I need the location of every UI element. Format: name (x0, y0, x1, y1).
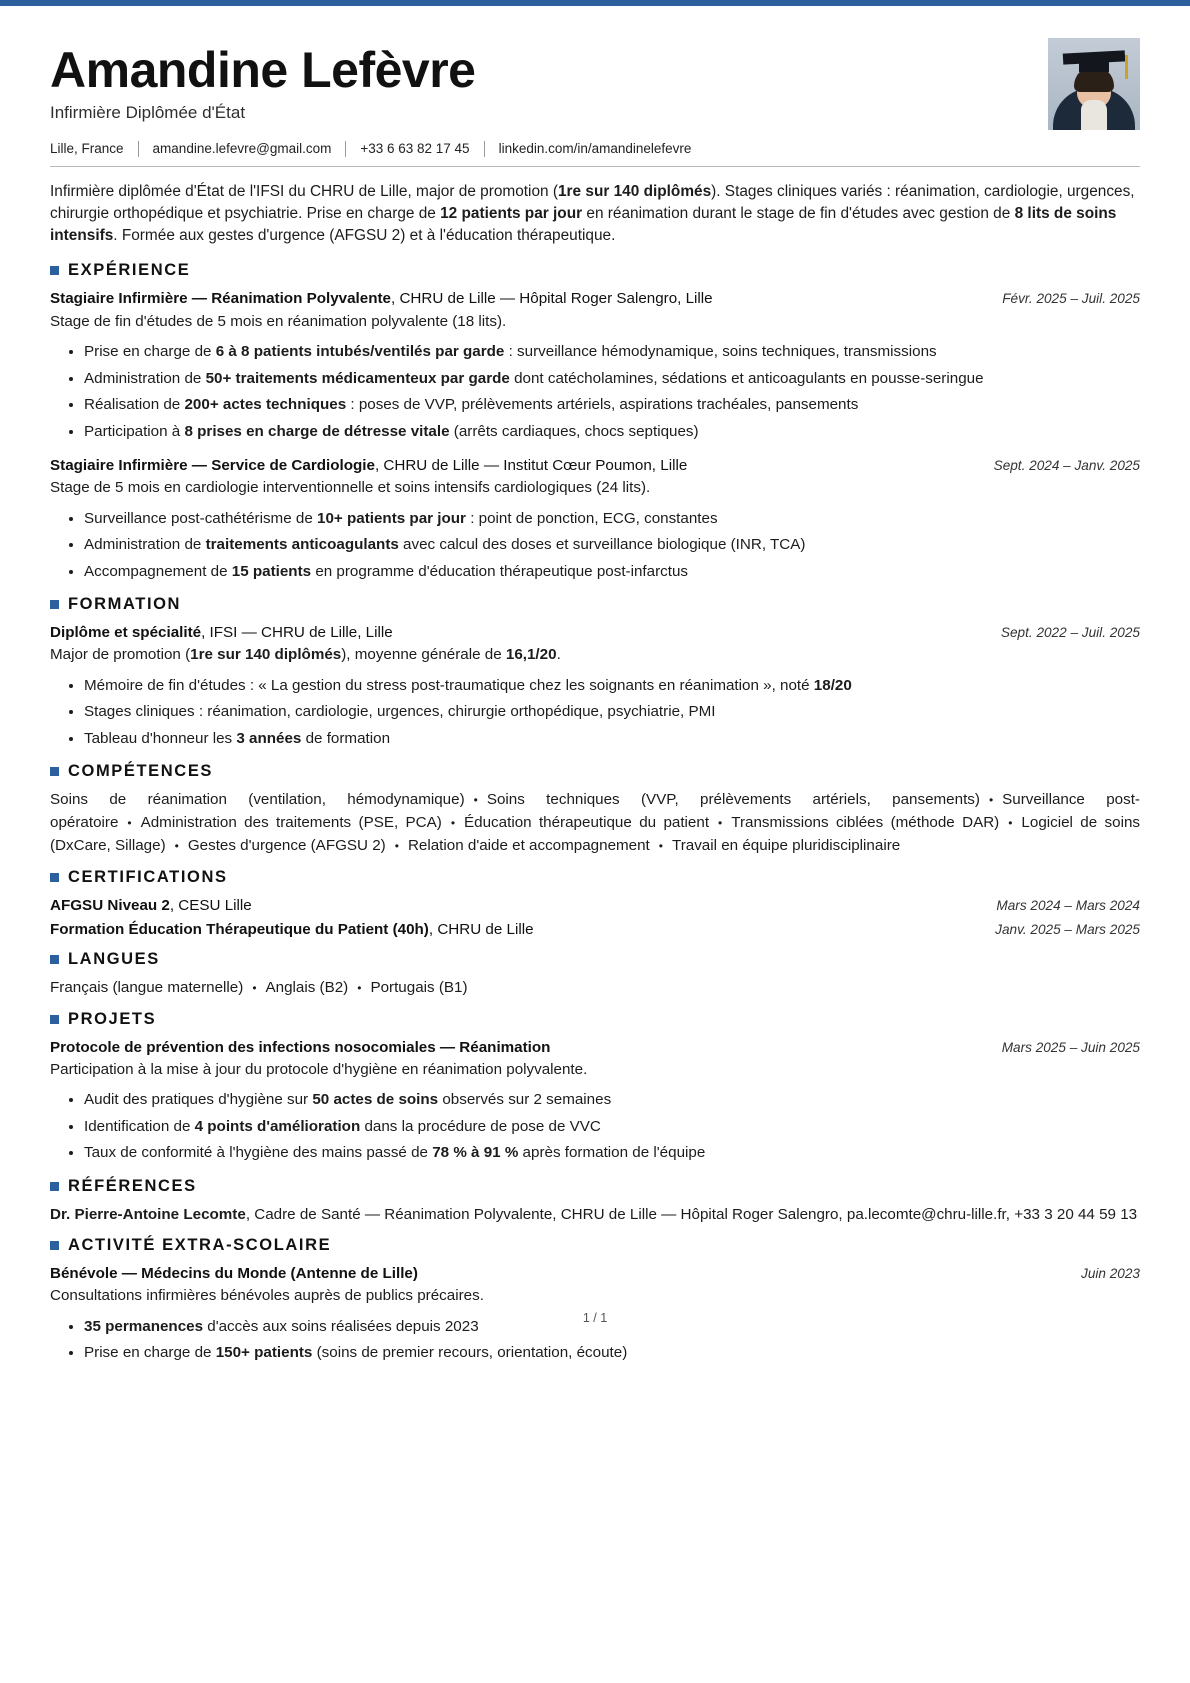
separator-dot-icon: • (450, 815, 456, 830)
contact-divider (484, 141, 485, 157)
bullet-text: Accompagnement de (84, 562, 232, 580)
section-langues (50, 950, 1140, 1000)
entry-subtitle-highlight: 16,1/20 (505, 646, 557, 664)
certification-title (50, 895, 252, 916)
list-item (84, 1116, 1140, 1139)
bullet-text: : surveillance hémodynamique, soins techniques, transmissions (504, 343, 937, 361)
certification-date: Mars 2024 – Mars 2024 (996, 897, 1140, 913)
section-header (50, 868, 1140, 887)
reference-name: Dr. Pierre-Antoine Lecomte (50, 1205, 246, 1223)
separator-dot-icon: • (357, 981, 362, 996)
section-certifications (50, 868, 1140, 941)
summary-highlight-1: 1re sur 140 diplômés (558, 182, 712, 200)
square-bullet-icon (50, 1182, 59, 1191)
section-header (50, 1236, 1140, 1255)
separator-dot-icon: • (174, 838, 179, 853)
professional-subtitle: Infirmière Diplômée d'État (50, 102, 246, 122)
resume-entry (50, 288, 1140, 443)
section-header (50, 950, 1140, 969)
list-item (84, 341, 1140, 364)
entry-header-row (50, 622, 1140, 643)
entry-subtitle-text: ), moyenne générale de (341, 646, 506, 664)
bullet-text: après formation de l'équipe (518, 1144, 706, 1162)
skill-item: Logiciel de soins (DxCare, Sillage) (50, 813, 1140, 854)
separator-dot-icon: • (1008, 815, 1013, 830)
entry-role: Diplôme et spécialité (50, 624, 202, 642)
section-title-extra: ACTIVITÉ EXTRA-SCOLAIRE (68, 1236, 332, 1255)
bullet-text: Prise en charge de (84, 343, 216, 361)
bullet-text: de formation (301, 729, 391, 747)
entry-bullet-list (50, 1089, 1140, 1165)
entry-title (50, 1037, 550, 1058)
summary-text-3: en réanimation durant le stage de fin d'études avec gestion de (582, 204, 1015, 222)
entry-header-row (50, 1037, 1140, 1058)
language-item: Anglais (B2) (265, 979, 349, 997)
section-title-formation: FORMATION (68, 595, 182, 614)
bullet-text: Surveillance post-cathétérisme de (84, 509, 317, 527)
contact-location: Lille, France (50, 141, 124, 156)
summary-text-4: . Formée aux gestes d'urgence (AFGSU 2) et à l'éducation thérapeutique. (113, 227, 616, 245)
certification-name: AFGSU Niveau 2 (50, 896, 170, 914)
bullet-text: observés sur 2 semaines (438, 1091, 612, 1109)
skill-item: Transmissions ciblées (méthode DAR) (731, 813, 1000, 831)
certification-date: Janv. 2025 – Mars 2025 (995, 921, 1140, 937)
language-item: Français (langue maternelle) (50, 979, 244, 997)
contact-email[interactable]: amandine.lefevre@gmail.com (152, 141, 332, 156)
entry-subtitle-text: . (556, 646, 561, 664)
separator-dot-icon: • (127, 815, 132, 830)
list-item (84, 508, 1140, 531)
square-bullet-icon (50, 767, 59, 776)
entry-subtitle-highlight: 1re sur 140 diplômés (190, 646, 342, 664)
separator-dot-icon: • (252, 981, 257, 996)
entry-subtitle: Consultations infirmières bénévoles auprès de publics précaires. (50, 1287, 484, 1305)
square-bullet-icon (50, 873, 59, 882)
list-item (84, 368, 1140, 391)
skill-item: Soins techniques (VVP, prélèvements artériels, pansements) (486, 791, 980, 809)
summary-highlight-2: 12 patients par jour (440, 204, 583, 222)
language-list (50, 977, 1140, 1000)
separator-dot-icon: • (473, 793, 478, 808)
section-projets (50, 1010, 1140, 1165)
entry-bullet-list (50, 508, 1140, 584)
contact-divider (345, 141, 346, 157)
entry-subtitle (50, 644, 1140, 665)
reference-details: , Cadre de Santé — Réanimation Polyvalente, CHRU de Lille — Hôpital Roger Salengro, pa.lecomte@chru-lille.fr, +33 3 20 44 59 13 (245, 1205, 1138, 1223)
skill-item: Soins de réanimation (ventilation, hémodynamique) (50, 791, 465, 809)
skill-item: Travail en équipe pluridisciplinaire (671, 836, 901, 854)
skill-item: Gestes d'urgence (AFGSU 2) (187, 836, 386, 854)
list-item (84, 394, 1140, 417)
bullet-highlight: 50 actes de soins (312, 1091, 439, 1109)
section-competences (50, 762, 1140, 857)
entry-date: Sept. 2022 – Juil. 2025 (1000, 625, 1140, 641)
bullet-highlight: 150+ patients (215, 1344, 313, 1362)
certification-issuer: , CHRU de Lille (428, 920, 534, 938)
bullet-highlight: 6 à 8 patients intubés/ventilés par garde (215, 343, 505, 361)
bullet-highlight: 15 patients (231, 562, 312, 580)
resume-entry (50, 1037, 1140, 1165)
resume-page (0, 6, 1190, 1365)
header-text-block (50, 36, 1048, 166)
entry-organization: , CHRU de Lille — Institut Cœur Poumon, Lille (374, 457, 688, 475)
bullet-text: Stages cliniques : réanimation, cardiologie, urgences, chirurgie orthopédique, psychiatrie, PMI (84, 703, 716, 721)
bullet-text: Réalisation de (84, 396, 185, 414)
section-extra-scolaire (50, 1236, 1140, 1365)
contact-row (50, 141, 1048, 166)
entry-header-row (50, 288, 1140, 309)
bullet-text: : poses de VVP, prélèvements artériels, aspirations trachéales, pansements (346, 396, 859, 414)
entry-bullet-list (50, 675, 1140, 751)
summary-text-2: ). Stages cliniques variés : réanimation, cardiologie, urgences, chirurgie orthopédique et psychiatrie. Prise en charge de (50, 182, 1135, 222)
separator-dot-icon: • (658, 838, 663, 853)
list-item (84, 728, 1140, 751)
section-experience (50, 261, 1140, 583)
bullet-text: Taux de conformité à l'hygiène des mains passé de (84, 1144, 433, 1162)
entry-subtitle: Participation à la mise à jour du protocole d'hygiène en réanimation polyvalente. (50, 1061, 588, 1079)
bullet-text: Audit des pratiques d'hygiène sur (84, 1091, 313, 1109)
bullet-text: dont catécholamines, sédations et anticoagulants en pousse-seringue (509, 369, 984, 387)
bullet-text: Mémoire de fin d'études : « La gestion du stress post-traumatique chez les soignants en réanimation », noté (84, 676, 814, 694)
entry-title (50, 455, 687, 476)
bullet-highlight: 200+ actes techniques (184, 396, 347, 414)
skill-item: Administration des traitements (PSE, PCA) (140, 813, 442, 831)
square-bullet-icon (50, 1015, 59, 1024)
entry-bullet-list (50, 341, 1140, 443)
bullet-text: Administration de (84, 536, 206, 554)
bullet-highlight: 78 % à 91 % (432, 1144, 519, 1162)
bullet-highlight: 10+ patients par jour (317, 509, 466, 527)
list-item (84, 675, 1140, 698)
bullet-text: dans la procédure de pose de VVC (360, 1117, 601, 1135)
bullet-text: (arrêts cardiaques, chocs septiques) (449, 422, 699, 440)
bullet-text: Identification de (84, 1117, 195, 1135)
entry-subtitle: Stage de 5 mois en cardiologie interventionnelle et soins intensifs cardiologiques (24 lits). (50, 479, 651, 497)
bullet-text: (soins de premier recours, orientation, écoute) (312, 1344, 628, 1362)
separator-dot-icon: • (988, 793, 994, 808)
page-title: Amandine Lefèvre (50, 42, 476, 98)
list-item (84, 534, 1140, 557)
entry-role: Protocole de prévention des infections nosocomiales — Réanimation (50, 1038, 551, 1056)
certification-issuer: , CESU Lille (169, 896, 252, 914)
entry-date: Mars 2025 – Juin 2025 (1001, 1039, 1140, 1055)
certification-entries (50, 895, 1140, 941)
bullet-highlight: 8 prises en charge de détresse vitale (184, 422, 450, 440)
avatar (1048, 38, 1140, 130)
separator-dot-icon: • (718, 815, 723, 830)
section-title-projets: PROJETS (68, 1009, 157, 1028)
entry-date: Févr. 2025 – Juil. 2025 (1002, 291, 1140, 307)
list-item (84, 1089, 1140, 1112)
skill-item: Relation d'aide et accompagnement (407, 836, 650, 854)
list-item (84, 421, 1140, 444)
square-bullet-icon (50, 266, 59, 275)
certification-row (50, 919, 1140, 940)
entry-date: Sept. 2024 – Janv. 2025 (993, 458, 1140, 474)
experience-entries (50, 288, 1140, 583)
section-header (50, 762, 1140, 781)
reference-entry (50, 1204, 1140, 1226)
bullet-text: : point de ponction, ECG, constantes (465, 509, 718, 527)
bullet-text: d'accès aux soins réalisées depuis 2023 (203, 1317, 479, 1335)
entry-organization: , IFSI — CHRU de Lille, Lille (201, 624, 393, 642)
bullet-highlight: 4 points d'amélioration (194, 1117, 361, 1135)
entry-title (50, 622, 393, 643)
project-entries (50, 1037, 1140, 1165)
bullet-text: en programme d'éducation thérapeutique post-infarctus (311, 562, 689, 580)
bullet-highlight: 18/20 (813, 676, 852, 694)
section-title-langues: LANGUES (68, 950, 160, 969)
contact-divider (138, 141, 139, 157)
section-header (50, 261, 1140, 280)
section-title-certifications: CERTIFICATIONS (68, 867, 228, 886)
list-item (84, 701, 1140, 724)
bullet-text: Participation à (84, 422, 185, 440)
skills-list (50, 789, 1140, 857)
entry-subtitle: Stage de fin d'études de 5 mois en réanimation polyvalente (18 lits). (50, 312, 507, 330)
section-title-experience: EXPÉRIENCE (68, 261, 191, 280)
page-footer (0, 1311, 1190, 1325)
bullet-text: Administration de (84, 369, 206, 387)
formation-entries (50, 622, 1140, 750)
skill-item: Surveillance post-opératoire (50, 791, 1140, 831)
square-bullet-icon (50, 600, 59, 609)
bullet-text: Prise en charge de (84, 1344, 216, 1362)
bullet-highlight: 35 permanences (84, 1317, 204, 1335)
entry-title (50, 288, 713, 309)
resume-entry (50, 455, 1140, 583)
summary-text-1: Infirmière diplômée d'État de l'IFSI du CHRU de Lille, major de promotion ( (50, 182, 558, 200)
bullet-highlight: 3 années (236, 729, 302, 747)
entry-date: Juin 2023 (1081, 1266, 1140, 1282)
list-item (84, 561, 1140, 584)
entry-role: Bénévole — Médecins du Monde (Antenne de Lille) (50, 1265, 418, 1283)
certification-title (50, 919, 534, 940)
resume-entry (50, 622, 1140, 750)
entry-role: Stagiaire Infirmière — Service de Cardiologie (50, 457, 375, 475)
section-header (50, 1177, 1140, 1196)
entry-header-row (50, 1263, 1140, 1284)
contact-phone[interactable]: +33 6 63 82 17 45 (360, 141, 470, 156)
professional-summary (50, 181, 1140, 248)
section-title-competences: COMPÉTENCES (68, 762, 214, 781)
resume-header (50, 36, 1140, 166)
square-bullet-icon (50, 1241, 59, 1250)
summary-highlight-3: 8 lits de soins intensifs (50, 204, 1117, 245)
entry-role: Stagiaire Infirmière — Réanimation Polyvalente (50, 290, 391, 308)
entry-subtitle-text: Major de promotion ( (50, 646, 191, 664)
section-references (50, 1177, 1140, 1226)
contact-linkedin[interactable]: linkedin.com/in/amandinelefevre (498, 141, 692, 156)
bullet-text: Tableau d'honneur les (84, 729, 237, 747)
entry-title (50, 1263, 418, 1284)
entry-organization: , CHRU de Lille — Hôpital Roger Salengro, Lille (391, 290, 713, 308)
skill-item: Éducation thérapeutique du patient (464, 813, 710, 831)
separator-dot-icon: • (394, 838, 399, 853)
page-number: 1 / 1 (582, 1310, 608, 1325)
section-title-references: RÉFÉRENCES (68, 1176, 197, 1195)
section-header (50, 595, 1140, 614)
certification-row (50, 895, 1140, 916)
list-item (84, 1142, 1140, 1165)
bullet-highlight: traitements anticoagulants (205, 536, 399, 554)
language-item: Portugais (B1) (370, 979, 468, 997)
bullet-text: avec calcul des doses et surveillance biologique (INR, TCA) (398, 536, 806, 554)
section-formation (50, 595, 1140, 750)
bullet-highlight: 50+ traitements médicamenteux par garde (205, 369, 510, 387)
section-header (50, 1010, 1140, 1029)
list-item (84, 1342, 1140, 1365)
entry-header-row (50, 455, 1140, 476)
header-divider (50, 166, 1140, 167)
square-bullet-icon (50, 955, 59, 964)
certification-name: Formation Éducation Thérapeutique du Patient (40h) (50, 920, 429, 938)
